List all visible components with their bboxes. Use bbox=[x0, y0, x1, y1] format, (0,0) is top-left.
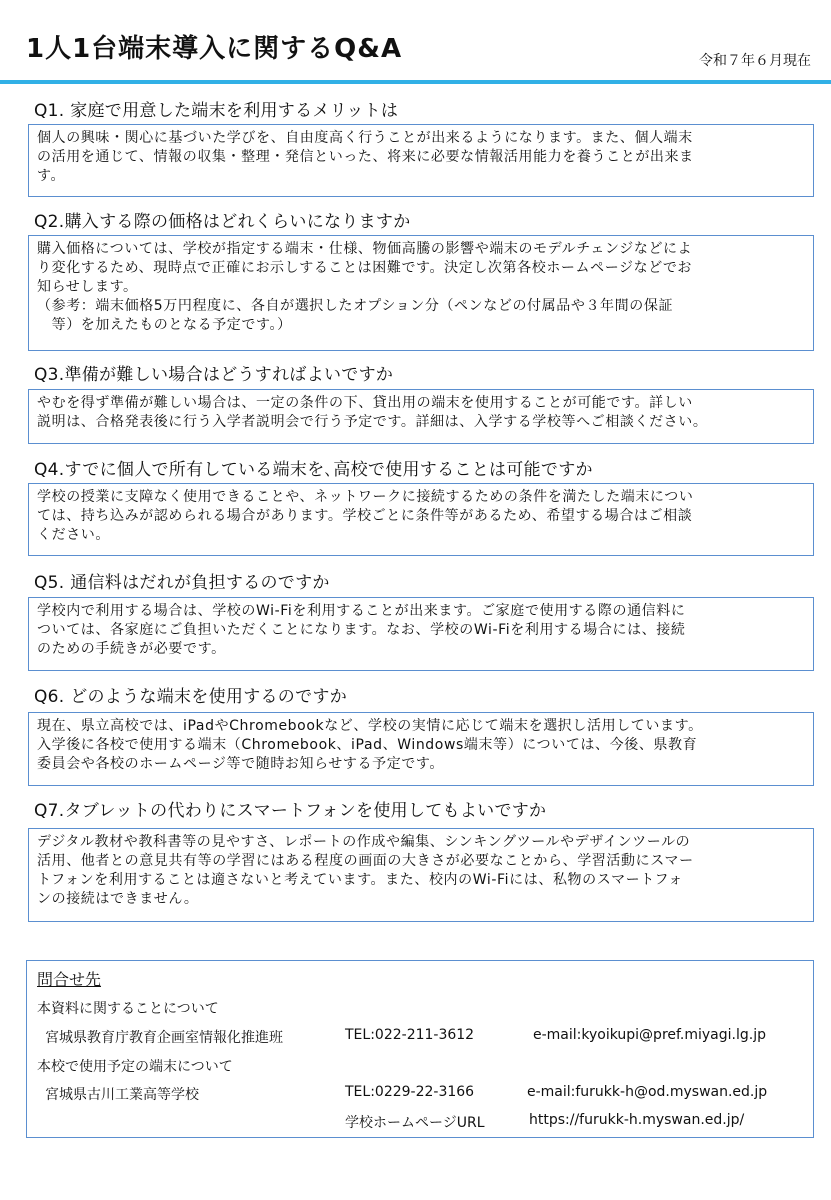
answer-4-line: ください。 bbox=[37, 527, 110, 543]
answer-6-line: 委員会や各校のホームページ等で随時お知らせする予定です。 bbox=[37, 756, 444, 772]
answer-4-line: 学校の授業に支障なく使用できることや、ネットワークに接続するための条件を満たした端末につい bbox=[37, 489, 694, 505]
answer-1-line: す。 bbox=[37, 168, 66, 184]
question-4: Q4.すでに個人で所有している端末を､高校で使用することは可能ですか bbox=[34, 460, 593, 480]
answer-1-line: の活用を通じて、情報の収集・整理・発信といった、将来に必要な情報活用能力を養うことが出来ま bbox=[37, 149, 694, 165]
answer-2-line: 購入価格については、学校が指定する端末・仕様、物価高騰の影響や端末のモデルチェンジなどによ bbox=[37, 241, 693, 257]
question-1: Q1. 家庭で用意した端末を利用するメリットは bbox=[34, 101, 399, 121]
answer-7-line: 活用、他者との意見共有等の学習にはある程度の画面の大きさが必要なことから、学習活動にスマー bbox=[37, 853, 694, 869]
answer-7-line: トフォンを利用することは適さないと考えています。また、校内のWi-Fiには、私物のスマートフォ bbox=[37, 872, 683, 888]
answer-6-line: 入学後に各校で使用する端末（Chromebook、iPad、Windows端末等）については、今後、県教育 bbox=[37, 737, 698, 753]
contact-section-2-label: 本校で使用予定の端末について bbox=[37, 1059, 233, 1075]
date-label: 令和７年６月現在 bbox=[699, 53, 811, 69]
answer-5 bbox=[28, 597, 814, 671]
page-title: 1人1台端末導入に関するQ&A bbox=[26, 34, 403, 64]
contact-heading: 問合せ先 bbox=[37, 970, 102, 989]
question-3: Q3.準備が難しい場合はどうすればよいですか bbox=[34, 365, 394, 385]
homepage-url-link[interactable]: https://furukk-h.myswan.ed.jp/ bbox=[529, 1112, 745, 1128]
answer-1 bbox=[28, 124, 814, 197]
answer-2-line: り変化するため、現時点で正確にお示しすることは困難です。決定し次第各校ホームページなどでお bbox=[37, 260, 693, 276]
contact-section-1-email[interactable]: e-mail:kyoikupi@pref.miyagi.lg.jp bbox=[533, 1027, 766, 1043]
answer-2-line: 知らせします。 bbox=[37, 279, 138, 295]
answer-6 bbox=[28, 712, 814, 786]
contact-section-1-org: 宮城県教育庁教育企画室情報化推進班 bbox=[45, 1030, 283, 1046]
contact-section-2-email[interactable]: e-mail:furukk-h@od.myswan.ed.jp bbox=[527, 1084, 768, 1100]
answer-5-line: のための手続きが必要です。 bbox=[37, 641, 226, 657]
contact-section-1-tel: TEL:022-211-3612 bbox=[345, 1027, 475, 1043]
contact-box bbox=[26, 960, 814, 1138]
header-divider bbox=[0, 80, 831, 84]
answer-2-line: （参考：端末価格5万円程度に、各自が選択したオプション分（ペンなどの付属品や３年間の保証 bbox=[37, 298, 674, 314]
answer-3-line: 説明は、合格発表後に行う入学者説明会で行う予定です。詳細は、入学する学校等へご相談ください。 bbox=[37, 414, 708, 430]
contact-section-2-tel: TEL:0229-22-3166 bbox=[345, 1084, 475, 1100]
answer-2-line: 等）を加えたものとなる予定です。） bbox=[37, 317, 292, 333]
question-5: Q5. 通信料はだれが負担するのですか bbox=[34, 573, 330, 593]
homepage-label: 学校ホームページURL bbox=[345, 1115, 485, 1131]
answer-4 bbox=[28, 483, 814, 556]
contact-section-2-org: 宮城県古川工業高等学校 bbox=[45, 1087, 199, 1103]
answer-2 bbox=[28, 235, 814, 351]
answer-7-line: デジタル教材や教科書等の見やすさ、レポートの作成や編集、シンキングツールやデザインツールの bbox=[37, 834, 691, 850]
answer-3-line: やむを得ず準備が難しい場合は、一定の条件の下、貸出用の端末を使用することが可能です。詳しい bbox=[37, 395, 693, 411]
question-6: Q6. どのような端末を使用するのですか bbox=[34, 687, 348, 707]
answer-5-line: ついては、各家庭にご負担いただくことになります。なお、学校のWi-Fiを利用する場合には、接続 bbox=[37, 622, 686, 638]
answer-1-line: 個人の興味・関心に基づいた学びを、自由度高く行うことが出来るようになります。また、個人端末 bbox=[37, 130, 693, 146]
answer-3 bbox=[28, 389, 814, 444]
answer-6-line: 現在、県立高校では、iPadやChromebookなど、学校の実情に応じて端末を選択し活用しています。 bbox=[37, 718, 703, 734]
answer-7 bbox=[28, 828, 814, 922]
question-7: Q7.タブレットの代わりにスマートフォンを使用してもよいですか bbox=[34, 801, 547, 821]
contact-section-1-label: 本資料に関することについて bbox=[37, 1001, 219, 1017]
answer-7-line: ンの接続はできません。 bbox=[37, 891, 199, 907]
answer-4-line: ては、持ち込みが認められる場合があります。学校ごとに条件等があるため、希望する場合はご相談 bbox=[37, 508, 693, 524]
answer-5-line: 学校内で利用する場合は、学校のWi-Fiを利用することが出来ます。ご家庭で使用する際の通信料に bbox=[37, 603, 686, 619]
question-2: Q2.購入する際の価格はどれくらいになりますか bbox=[34, 212, 411, 232]
